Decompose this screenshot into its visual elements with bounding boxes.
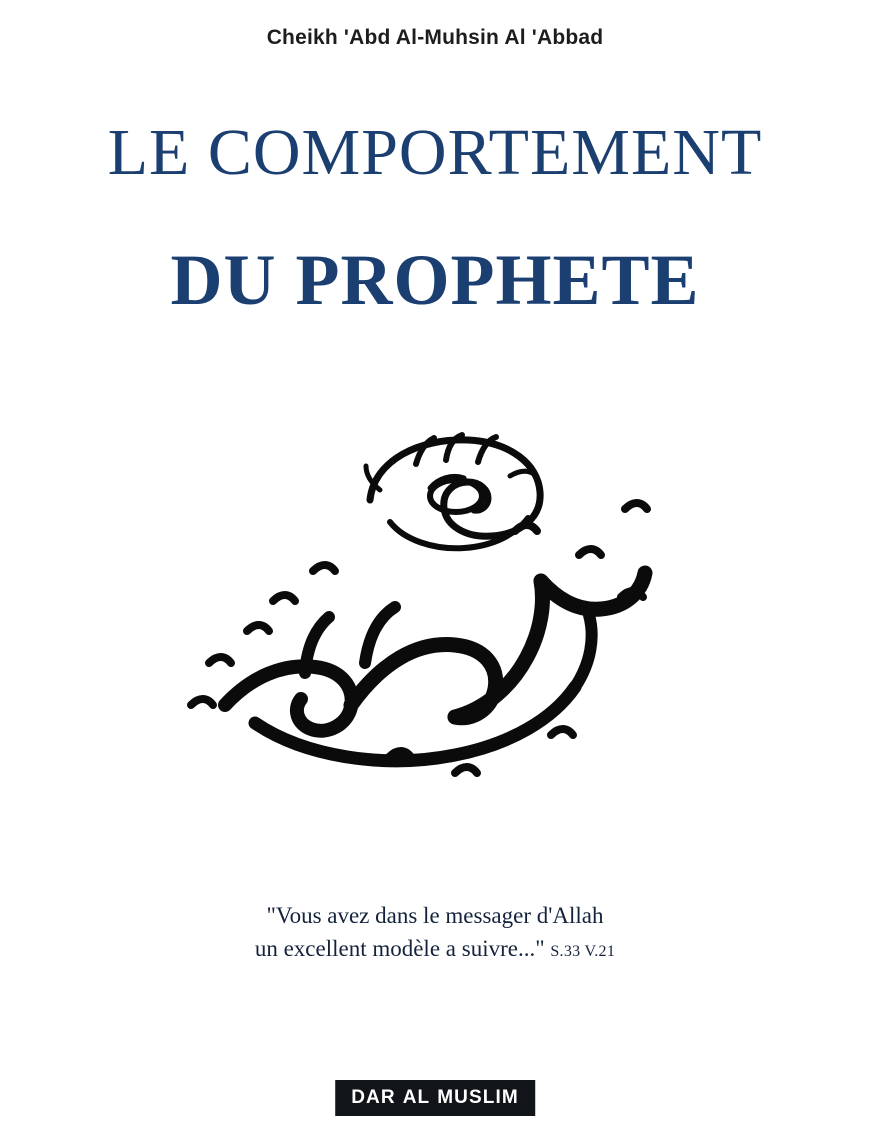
quote-block [0, 900, 870, 965]
arabic-calligraphy-muhammad-icon [155, 405, 715, 825]
quote-line-2-wrapper [0, 933, 870, 966]
author-name: Cheikh 'Abd Al-Muhsin Al 'Abbad [266, 26, 604, 49]
title-line-2: DU PROPHETE [170, 240, 700, 320]
publisher-logo [335, 1080, 535, 1116]
title-line-1: LE COMPORTEMENT [107, 116, 763, 189]
quote-line-1: "Vous avez dans le messager d'Allah [266, 903, 604, 928]
publisher-word-1: DAR [351, 1087, 396, 1108]
publisher-word-3: MUSLIM [437, 1087, 519, 1108]
book-title [0, 116, 870, 320]
quote-line-2: un excellent modèle a suivre..." [254, 935, 545, 961]
publisher-word-2: AL [402, 1087, 431, 1108]
quote-reference: S.33 V.21 [550, 942, 616, 960]
